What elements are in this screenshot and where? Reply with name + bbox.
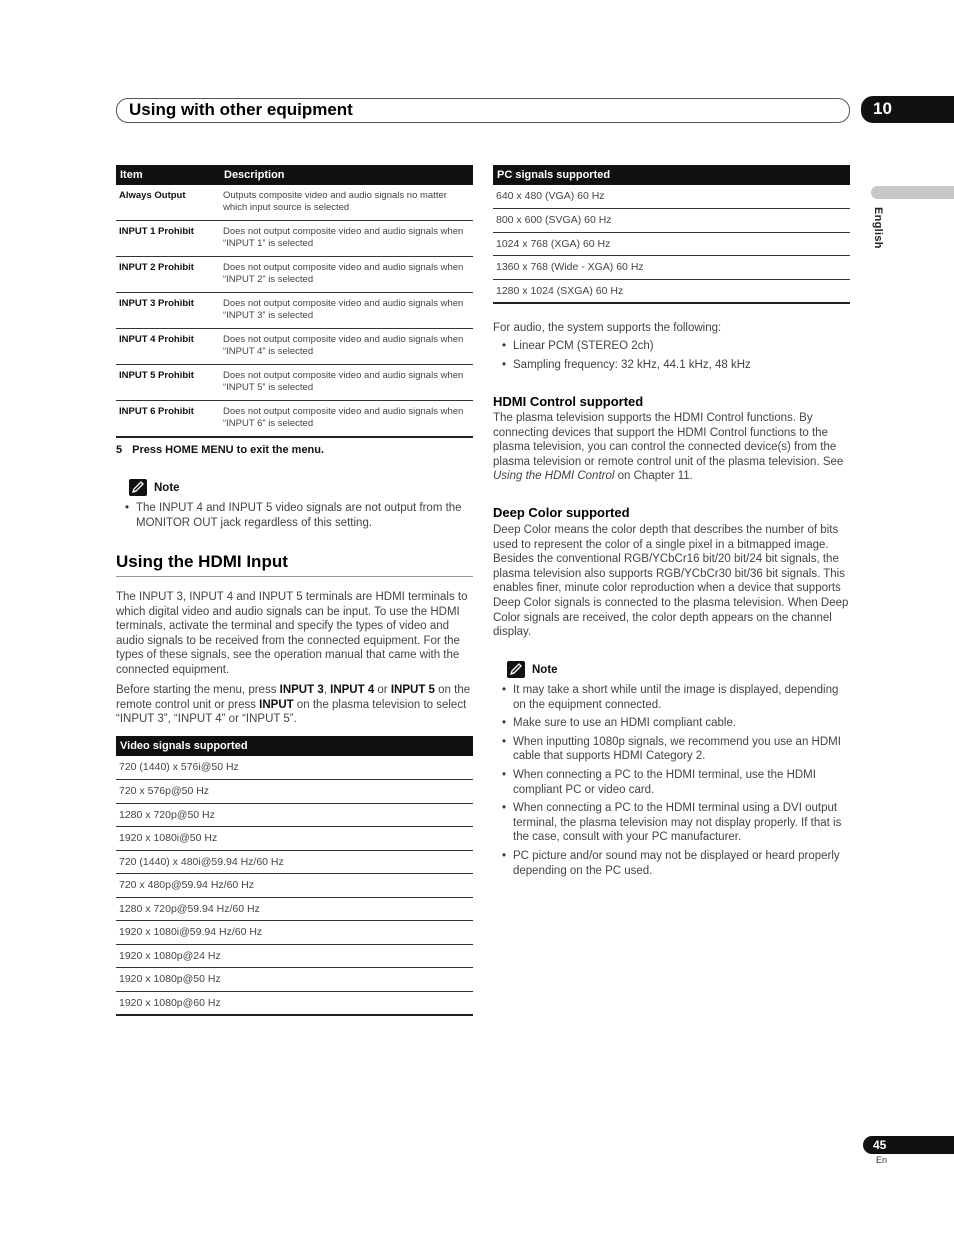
text-run: , — [323, 684, 331, 696]
list-item: • The INPUT 4 and INPUT 5 video signals are not output from the MONITOR OUT jack regardless of this setting. — [116, 501, 476, 530]
item-cell: INPUT 1 Prohibit — [116, 221, 220, 257]
section-header-bar — [116, 98, 850, 123]
table-row — [116, 874, 473, 898]
table-cell: 720 x 480p@59.94 Hz/60 Hz — [116, 874, 473, 898]
description-cell: Does not output composite video and audio signals when “INPUT 5” is selected — [220, 365, 473, 401]
table-header: Video signals supported — [116, 736, 473, 756]
table-row — [116, 850, 473, 874]
table-row — [116, 803, 473, 827]
item-cell: INPUT 5 Prohibit — [116, 365, 220, 401]
table-row — [116, 921, 473, 945]
text-run: on the plasma television to select “INPUT 3”, “INPUT 4” or “INPUT 5”. — [116, 698, 467, 726]
table-row — [116, 780, 473, 804]
note-heading — [129, 479, 180, 496]
audio-list — [493, 339, 850, 376]
hdmi-intro-paragraph: The INPUT 3, INPUT 4 and INPUT 5 terminals are HDMI terminals to which digital video and audio signals can be input. To use the HDMI terminals, activate the terminal and specify the types of video and audio signals to be received from the connected equipment. For the types of these signals, see the operation manual that came with the connected equipment. — [116, 591, 468, 676]
table-cell: 720 x 576p@50 Hz — [116, 780, 473, 804]
text-run: on the remote control unit or press — [116, 684, 471, 711]
note-label: Note — [532, 663, 558, 676]
page-number: 45 — [863, 1136, 954, 1154]
table-row — [116, 365, 473, 401]
table-cell: 1360 x 768 (Wide - XGA) 60 Hz — [493, 256, 850, 280]
description-cell: Does not output composite video and audio signals when “INPUT 1” is selected — [220, 221, 473, 257]
table-cell: 1280 x 720p@50 Hz — [116, 803, 473, 827]
step-5 — [116, 444, 324, 456]
table-cell: 1024 x 768 (XGA) 60 Hz — [493, 232, 850, 256]
table-row — [116, 329, 473, 365]
chapter-number: 10 — [861, 96, 954, 123]
list-item: • When connecting a PC to the HDMI terminal using a DVI output terminal, the plasma television may not display properly. If that is the case, consult with your PC manufacturer. — [493, 801, 853, 845]
text-run: or — [374, 684, 391, 696]
table-row — [116, 897, 473, 921]
table-row — [493, 279, 850, 303]
item-cell: INPUT 4 Prohibit — [116, 329, 220, 365]
page-language-code: En — [876, 1155, 888, 1165]
description-cell: Does not output composite video and audio signals when “INPUT 3” is selected — [220, 293, 473, 329]
table-cell: 1920 x 1080i@59.94 Hz/60 Hz — [116, 921, 473, 945]
table-row — [493, 209, 850, 233]
item-cell: INPUT 3 Prohibit — [116, 293, 220, 329]
audio-intro: For audio, the system supports the following: — [493, 322, 722, 334]
output-settings-table — [116, 165, 473, 438]
table-row — [116, 968, 473, 992]
step-number: 5 — [116, 444, 123, 456]
hdmi-control-heading: HDMI Control supported — [493, 394, 644, 409]
text-run: The plasma television supports the HDMI Control functions. By connecting devices that support the HDMI Control functions to the plasma television, you can control the connected device(s) from the plasma television or remote control unit of the plasma television. See — [493, 412, 844, 468]
list-item: • Linear PCM (STEREO 2ch) — [493, 339, 850, 354]
hdmi-instruction-paragraph — [116, 683, 474, 727]
section-title: Using with other equipment — [129, 100, 353, 119]
pc-signals-table — [493, 165, 850, 304]
table-row — [116, 257, 473, 293]
table-cell: 640 x 480 (VGA) 60 Hz — [496, 190, 605, 202]
deep-color-heading: Deep Color supported — [493, 505, 630, 520]
table-row — [116, 991, 473, 1015]
pencil-icon — [507, 661, 525, 678]
list-item: • PC picture and/or sound may not be displayed or heard properly depending on the PC used. — [493, 849, 853, 878]
key-label: INPUT 3 — [279, 684, 324, 696]
table-row — [116, 293, 473, 329]
table-header-description: Description — [220, 165, 473, 185]
description-cell: Does not output composite video and audio signals when “INPUT 4” is selected — [220, 329, 473, 365]
table-row — [493, 185, 850, 209]
key-label: INPUT 4 — [330, 684, 375, 696]
item-cell: Always Output — [119, 190, 186, 201]
table-cell: 1920 x 1080p@50 Hz — [116, 968, 473, 992]
hdmi-control-paragraph — [493, 411, 851, 484]
description-cell: Outputs composite video and audio signals no matter which input source is selected — [223, 190, 447, 213]
table-row — [116, 827, 473, 851]
table-cell: 720 (1440) x 480i@59.94 Hz/60 Hz — [116, 850, 473, 874]
step-text: Press HOME MENU to exit the menu. — [132, 444, 325, 456]
table-row — [116, 401, 473, 438]
table-cell: 1920 x 1080p@60 Hz — [116, 991, 473, 1015]
table-cell: 720 (1440) x 576i@50 Hz — [119, 761, 239, 773]
key-label: INPUT — [259, 698, 294, 711]
list-item: • Make sure to use an HDMI compliant cable. — [493, 716, 853, 731]
key-label: INPUT 5 — [390, 684, 435, 696]
note-heading — [507, 661, 558, 678]
description-cell: Does not output composite video and audio signals when “INPUT 2” is selected — [220, 257, 473, 293]
note-list — [493, 683, 853, 882]
table-cell: 800 x 600 (SVGA) 60 Hz — [493, 209, 850, 233]
text-run: on Chapter 11. — [614, 470, 693, 483]
text-run: Before starting the menu, press — [116, 684, 280, 696]
pencil-icon — [129, 479, 147, 496]
list-item: • Sampling frequency: 32 kHz, 44.1 kHz, 48 kHz — [493, 358, 850, 373]
language-tab — [871, 186, 954, 199]
table-header-item: Item — [116, 165, 220, 185]
video-signals-table — [116, 736, 473, 1016]
list-item: • When inputting 1080p signals, we recommend you use an HDMI cable that supports HDMI Category 2. — [493, 735, 853, 764]
table-header: PC signals supported — [493, 165, 850, 185]
deep-color-paragraph: Deep Color means the color depth that describes the number of bits used to represent the color of a single pixel in a bitmapped image. Besides the conventional RGB/YCbCr16 bit/20 bit/24 bit signals, the plasma television also supports RGB/YCbCr30 bit/36 bit signals. This enables finer, minute color reproduction when a device that supports Deep Color signals is connected to the plasma television. When Deep Color signals are received, the color depth appears on the channel display. — [493, 524, 849, 639]
description-cell: Does not output composite video and audio signals when “INPUT 6” is selected — [220, 401, 473, 438]
language-label: English — [872, 207, 884, 249]
table-row — [116, 756, 473, 780]
list-item: • It may take a short while until the image is displayed, depending on the equipment connected. — [493, 683, 853, 712]
table-cell: 1280 x 1024 (SXGA) 60 Hz — [493, 279, 850, 303]
table-row — [116, 221, 473, 257]
note-list — [116, 501, 476, 534]
section-heading: Using the HDMI Input — [116, 552, 473, 577]
table-row — [116, 185, 473, 221]
note-label: Note — [154, 481, 180, 494]
item-cell: INPUT 2 Prohibit — [116, 257, 220, 293]
list-item: • When connecting a PC to the HDMI terminal, use the HDMI compliant PC or video card. — [493, 768, 853, 797]
table-row — [116, 944, 473, 968]
chapter-reference: Using the HDMI Control — [493, 470, 615, 483]
table-row — [493, 232, 850, 256]
table-cell: 1920 x 1080p@24 Hz — [116, 944, 473, 968]
table-cell: 1920 x 1080i@50 Hz — [116, 827, 473, 851]
item-cell: INPUT 6 Prohibit — [116, 401, 220, 438]
table-row — [493, 256, 850, 280]
table-cell: 1280 x 720p@59.94 Hz/60 Hz — [116, 897, 473, 921]
